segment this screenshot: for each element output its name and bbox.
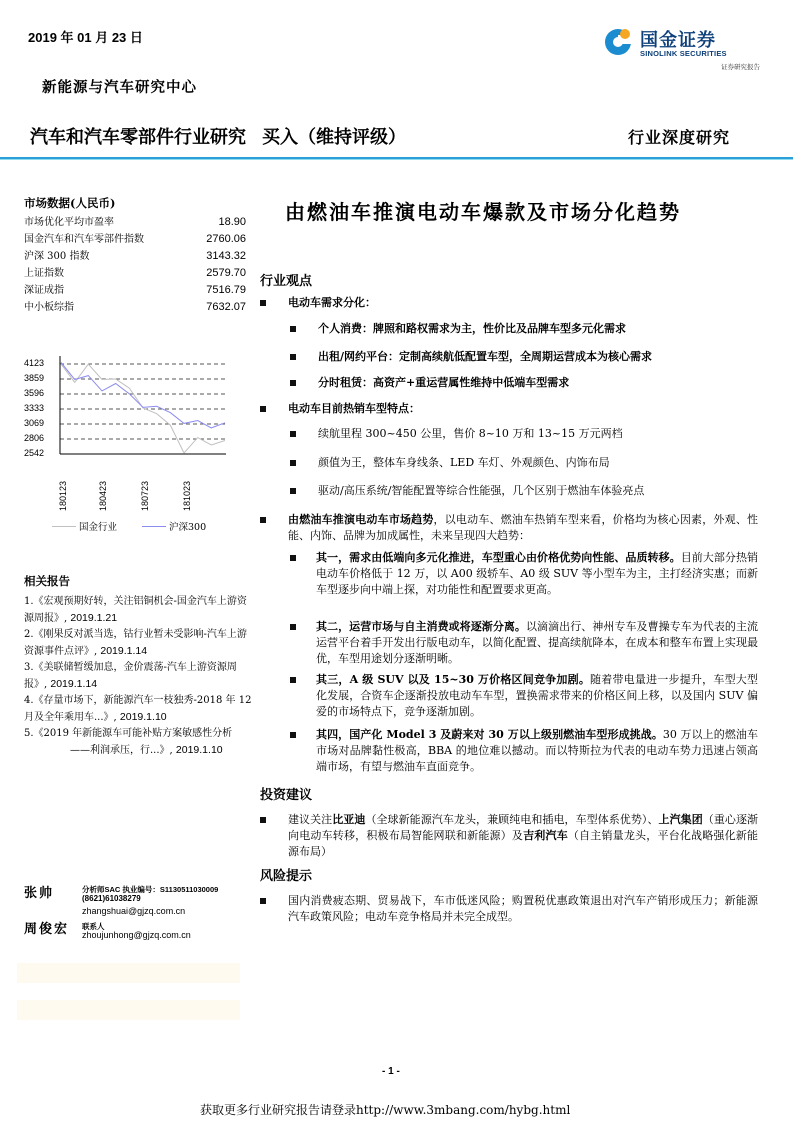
trend-lead: 由燃油车推演电动车市场趋势: [288, 513, 434, 526]
sector-rating-line: [30, 123, 406, 149]
invest-text: （全球新能源汽车龙头，兼顾纯电和插电，车型体系优势）、: [365, 813, 659, 826]
invest-text: 建议关注: [288, 813, 333, 826]
trend-item-text: 随着带电量进一步提升，车型大型化发展，合资车企逐渐投放电动车车型，置换需求带来的价格区间上移，以及国内 SUV 偏爱的市场特点下，竞争逐渐加剧。: [316, 673, 758, 718]
section-heading-risk: 风险提示: [260, 869, 313, 884]
legend-swatch: [142, 526, 166, 527]
footer-link[interactable]: 获取更多行业研究报告请登录http://www.3mbang.com/hybg.html: [200, 1103, 571, 1117]
report-title: 1.《宏观预期好转，关注铝铜机会-国金汽车上游资源周报》,: [24, 596, 247, 624]
related-report-item[interactable]: [24, 627, 252, 660]
trend-item-lead: 其三，A 级 SUV 以及 15~30 万价格区间竞争加剧。: [316, 673, 591, 686]
related-report-item[interactable]: [24, 693, 252, 726]
company-byd: 比亚迪: [332, 813, 366, 826]
row-label: 中小板综指: [24, 302, 74, 313]
legend-label: 国金行业: [79, 522, 118, 533]
row-value: 2760.06: [206, 233, 246, 245]
market-data-title: 市场数据(人民币): [24, 196, 116, 210]
report-date: 2019.1.10: [175, 744, 223, 756]
report-title-cont: ——利润承压，行...》,: [70, 745, 173, 756]
bullet-square-icon: [290, 488, 296, 494]
bullet-square-icon: [290, 431, 296, 437]
report-title: 5.《2019 年新能源车可能补贴方案敏感性分析: [24, 728, 233, 739]
row-value: 7516.79: [206, 284, 246, 296]
bullet-text: 颜值为王，整体车身线条、LED 车灯、外观颜色、内饰布局: [318, 456, 610, 469]
row-label: 沪深 300 指数: [24, 251, 90, 262]
related-reports: [24, 573, 252, 759]
market-data-row: [24, 214, 246, 231]
sector-name: 汽车和汽车零部件行业研究: [30, 127, 246, 147]
report-title: 2.《刚果反对派当选，钴行业暂未受影响-汽车上游资源事件点评》,: [24, 629, 247, 657]
company-saic: 上汽集团: [658, 813, 703, 826]
report-title: 4.《存量市场下，新能源汽车一枝独秀-2018 年 12 月及全年乘用车...》,: [24, 695, 252, 723]
sinolink-logo-icon: [603, 26, 633, 56]
y-tick: 3859: [24, 373, 45, 383]
bullet-trend-3: [290, 672, 300, 688]
sub-bullet: [260, 426, 780, 442]
author-card: [24, 922, 254, 962]
section-heading-view: 行业观点: [260, 274, 313, 289]
row-label: 国金汽车和汽车零部件指数: [24, 234, 144, 245]
research-center-name: 新能源与汽车研究中心: [42, 79, 197, 96]
redaction-band: [17, 1000, 240, 1020]
bullet-text: 个人消费：牌照和路权需求为主，性价比及品牌车型多元化需求: [318, 322, 626, 335]
company-logo: [603, 22, 763, 76]
legend-item-industry: [52, 519, 117, 533]
bullet-square-icon: [260, 300, 266, 306]
bullet-square-icon: [290, 732, 296, 738]
bullet-text: 电动车需求分化：: [288, 296, 376, 309]
header-divider-light: [0, 159, 793, 160]
author-email[interactable]: zhoujunhong@gjzq.com.cn: [82, 930, 191, 940]
page-number: - 1 -: [382, 1066, 400, 1077]
trend-item: [316, 672, 758, 720]
bullet-square-icon: [290, 380, 296, 386]
trend-item: [316, 550, 758, 598]
bullet-risk: [260, 893, 270, 909]
bullet-hot-models: [260, 401, 780, 417]
market-data-row: [24, 265, 246, 282]
x-tick: 180423: [98, 480, 108, 511]
bullet-text: 出租/网约平台：定制高续航低配置车型，全周期运营成本为核心需求: [318, 350, 653, 363]
y-tick: 3069: [24, 418, 45, 428]
bullet-square-icon: [260, 898, 266, 904]
logo-name-en: SINOLINK SECURITIES: [640, 49, 727, 58]
section-heading-invest: 投资建议: [260, 788, 313, 803]
author-card: [24, 882, 254, 922]
sub-bullet: [260, 483, 780, 499]
report-date: 2019 年 01 月 23 日: [28, 30, 143, 45]
trend-item-lead: 其四，国产化 Model 3 及蔚来对 30 万以上级别燃油车型形成挑战。: [316, 728, 663, 741]
report-date: 2019.1.21: [70, 612, 118, 624]
trend-item: [316, 727, 758, 775]
sub-bullet: [260, 375, 780, 391]
row-value: 7632.07: [206, 301, 246, 313]
trend-item: [316, 619, 758, 667]
y-tick: 2806: [24, 433, 45, 443]
report-title: 由燃油车推演电动车爆款及市场分化趋势: [285, 200, 681, 224]
bullet-square-icon: [290, 460, 296, 466]
related-report-item[interactable]: [24, 726, 252, 759]
bullet-demand: [260, 295, 780, 311]
row-value: 3143.32: [206, 250, 246, 262]
row-value: 2579.70: [206, 267, 246, 279]
author-role: 联系人: [82, 922, 105, 931]
author-phone: (8621)61038279: [82, 894, 141, 903]
row-label: 深证成指: [24, 285, 64, 296]
bullet-square-icon: [260, 517, 266, 523]
related-report-item[interactable]: [24, 594, 252, 627]
bullet-square-icon: [290, 624, 296, 630]
bullet-square-icon: [290, 555, 296, 561]
author-name: 张帅: [24, 886, 55, 901]
report-date: 2019.1.14: [50, 678, 98, 690]
bullet-text: 电动车目前热销车型特点：: [288, 402, 420, 415]
sub-bullet: [260, 349, 780, 365]
report-title: 3.《美联储暂缓加息，金价震荡-汽车上游资源周报》,: [24, 662, 237, 690]
row-label: 上证指数: [24, 268, 64, 279]
market-data-row: [24, 231, 246, 248]
y-tick: 3596: [24, 388, 45, 398]
row-label: 市场优化平均市盈率: [24, 217, 114, 228]
market-data-row: [24, 248, 246, 265]
trend-item-text: 30 万以上的燃油车市场对品牌黏性极高，BBA 的地位难以撼动。而以特斯拉为代表的电动车势力迅速占领高端市场，有望与燃油车直面竞争。: [316, 728, 758, 773]
x-tick: 180123: [58, 480, 68, 511]
legend-label: 沪深300: [169, 522, 207, 533]
x-tick: 181023: [182, 480, 192, 511]
trend-item-text: 以滴滴出行、神州专车及曹操专车为代表的主流运营平台着手开发出行版电动车，以简化配置、提高续航降本，在成本和整车布置上实现最优，车型用途划分逐渐明晰。: [316, 620, 759, 665]
bullet-trend-1: [290, 550, 300, 566]
sub-bullet: [260, 321, 780, 337]
market-data-panel: [24, 195, 246, 316]
author-email[interactable]: zhangshuai@gjzq.com.cn: [82, 906, 186, 916]
related-report-item[interactable]: [24, 660, 252, 693]
bullet-text: 分时租赁：高资产+重运营属性维持中低端车型需求: [318, 376, 570, 389]
bullet-trend-4: [290, 727, 300, 743]
bullet-square-icon: [290, 677, 296, 683]
logo-name-cn: 国金证券: [640, 30, 716, 51]
report-type: 行业深度研究: [628, 128, 731, 147]
report-date: 2019.1.10: [119, 711, 167, 723]
legend-swatch: [52, 526, 76, 527]
logo-subtitle: 证券研究报告: [721, 63, 760, 71]
report-date: 2019.1.14: [100, 645, 148, 657]
bullet-text: 续航里程 300~450 公里，售价 8~10 万和 13~15 万元两档: [318, 427, 623, 440]
bullet-trend: [260, 512, 270, 528]
redaction-band: [17, 963, 240, 983]
invest-text: （自主销量龙头，平台化战略强化新能源布局）: [288, 829, 759, 858]
y-tick: 3333: [24, 403, 45, 413]
bullet-square-icon: [290, 354, 296, 360]
x-tick: 180723: [140, 480, 150, 511]
y-tick: 4123: [24, 358, 45, 368]
trend-paragraph: [288, 512, 758, 544]
related-title: 相关报告: [24, 574, 70, 588]
trend-item-lead: 其一，需求由低端向多元化推进，车型重心由价格优势向性能、品质转移。: [316, 551, 681, 564]
trend-item-text: 目前大部分热销电动车价格低于 12 万，以 A00 级轿车、A0 级 SUV 等小型车为主，主打经济实惠；而新车型逐步向中端上探，对功能性和配置要求更高。: [316, 551, 759, 596]
author-name: 周俊宏: [24, 922, 70, 937]
risk-paragraph: 国内消费疲态期、贸易战下，车市低迷风险；购置税优惠政策退出对汽车产销形成压力；新能源汽车政策风险；电动车竞争格局并未完全成型。: [288, 894, 758, 923]
bullet-trend-2: [290, 619, 300, 635]
chart-plot-area: [18, 353, 233, 473]
bullet-square-icon: [260, 406, 266, 412]
market-data-row: [24, 299, 246, 316]
invest-text: （重心逐渐向电动车转移，积极布局智能网联和新能源）及: [288, 813, 759, 842]
rating: 买入（维持评级）: [262, 127, 406, 147]
legend-item-hs300: [142, 519, 206, 533]
index-comparison-chart: [18, 353, 233, 538]
trend-item-lead: 其二，运营市场与自主消费或将逐渐分离。: [316, 620, 526, 633]
company-geely: 吉利汽车: [523, 829, 568, 842]
trend-text: ，以电动车、燃油车热销车型来看，价格均为核心因素，外观、性能、内饰、品牌为加成属性，未来呈现四大趋势：: [288, 513, 759, 542]
sub-bullet: [260, 455, 780, 471]
row-value: 18.90: [218, 216, 246, 228]
market-data-row: [24, 282, 246, 299]
bullet-square-icon: [260, 817, 266, 823]
author-role: 分析师SAC 执业编号：S1130511030009: [82, 885, 219, 894]
bullet-invest: [260, 812, 270, 828]
authors-block: [24, 882, 254, 962]
invest-paragraph: [288, 812, 758, 860]
bullet-text: 驱动/高压系统/智能配置等综合性能强，几个区别于燃油车体验亮点: [318, 484, 645, 497]
bullet-square-icon: [290, 326, 296, 332]
y-tick: 2542: [24, 448, 45, 458]
